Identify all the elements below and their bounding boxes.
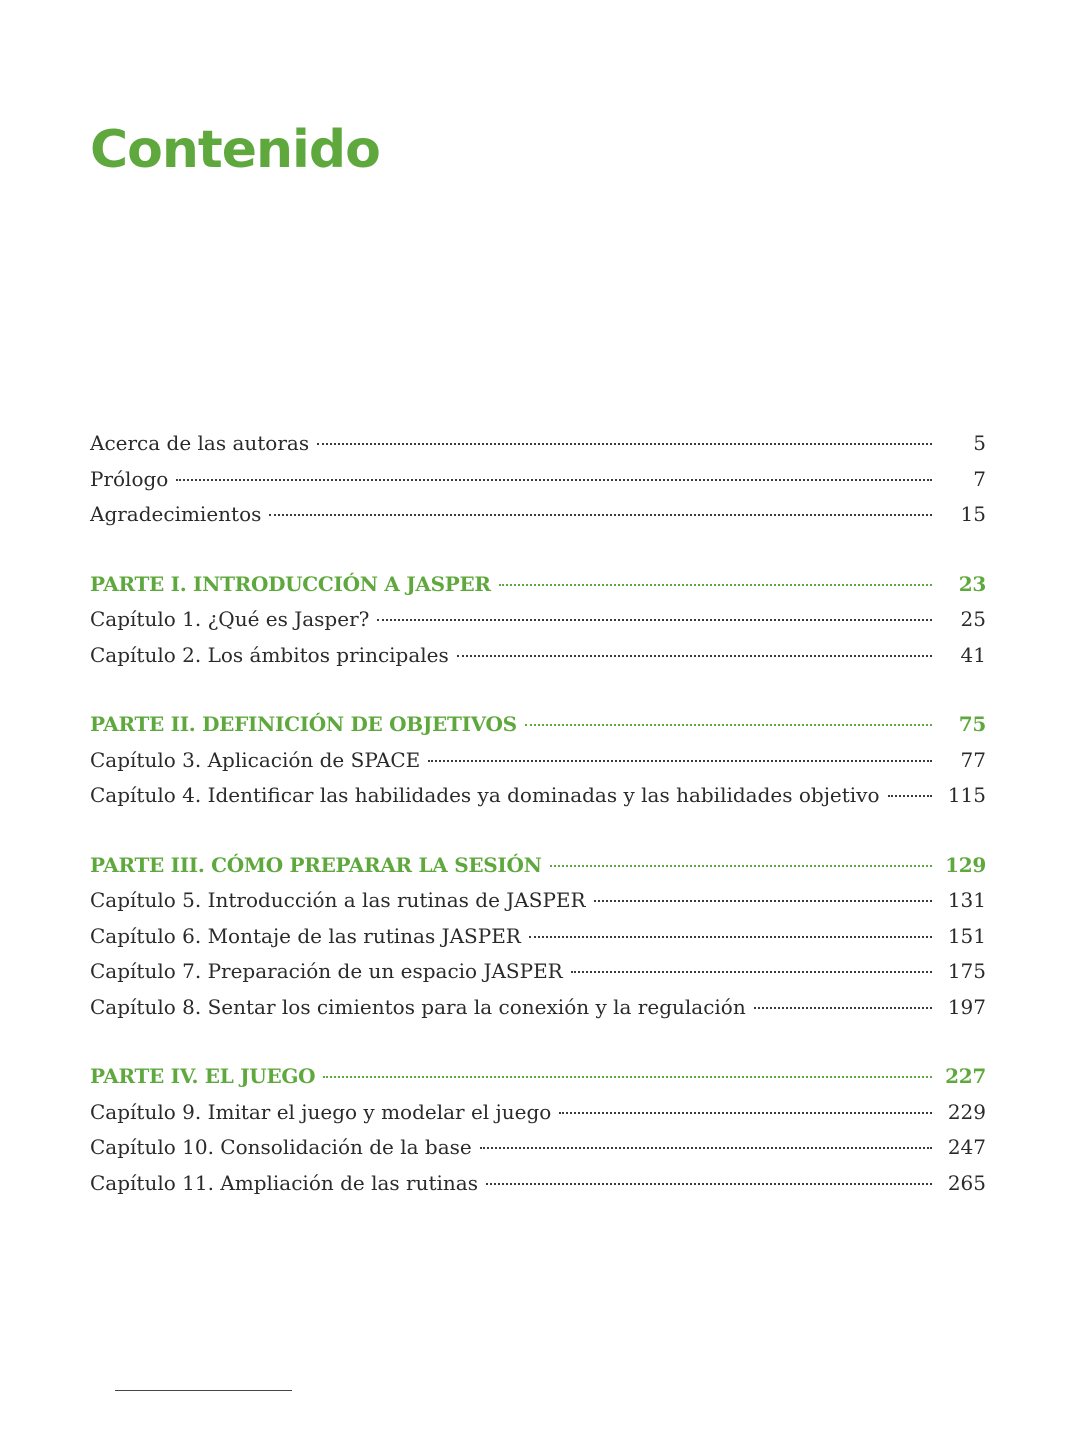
toc-chapter-7[interactable] (90, 954, 986, 990)
toc-page-number: 25 (960, 607, 986, 631)
toc-chapter-8[interactable] (90, 990, 986, 1026)
toc-page-number: 229 (947, 1099, 986, 1124)
toc-entry-label: Capítulo 6. Montaje de las rutinas JASPER (90, 923, 521, 948)
toc-entry-label: Capítulo 9. Imitar el juego y modelar el juego (90, 1099, 552, 1124)
toc-entry-label: Capítulo 8. Sentar los cimientos para la conexión y la regulación (90, 994, 746, 1019)
toc-part-label: PARTE I. INTRODUCCIÓN A JASPER (90, 571, 491, 596)
toc-part-label: PARTE IV. EL JUEGO (90, 1064, 316, 1088)
dot-leader (269, 514, 932, 516)
dot-leader (559, 1112, 932, 1114)
dot-leader (323, 1076, 932, 1078)
dot-leader (499, 584, 932, 586)
toc-entry-acerca-de-las-autoras[interactable] (90, 426, 986, 462)
toc-part-1 (90, 567, 986, 674)
page-title: Contenido (90, 120, 380, 180)
dot-leader (457, 655, 932, 657)
toc-chapter-5[interactable] (90, 883, 986, 919)
toc-chapter-3[interactable] (90, 743, 986, 779)
toc-entry-label: Prólogo (90, 466, 169, 491)
toc-chapter-11[interactable] (90, 1166, 986, 1202)
toc-page-number: 41 (960, 642, 986, 667)
toc-part-label: PARTE II. DEFINICIÓN DE OBJETIVOS (90, 712, 517, 736)
dot-leader (594, 900, 932, 902)
toc-page-number: 75 (958, 712, 986, 736)
toc-page-number: 227 (945, 1064, 986, 1088)
toc-part-heading-3[interactable] (90, 848, 986, 884)
toc-page-number: 175 (947, 959, 986, 983)
toc-chapter-9[interactable] (90, 1095, 986, 1131)
toc-entry-agradecimientos[interactable] (90, 497, 986, 533)
toc-chapter-4[interactable] (90, 778, 986, 814)
toc-part-heading-4[interactable] (90, 1059, 986, 1095)
toc-page-number: 265 (947, 1170, 986, 1195)
toc-entry-label: Capítulo 1. ¿Qué es Jasper? (90, 607, 370, 631)
dot-leader (754, 1007, 932, 1009)
toc-chapter-6[interactable] (90, 919, 986, 955)
toc-entry-prologo[interactable] (90, 462, 986, 498)
toc-page-number: 115 (947, 783, 986, 807)
toc-entry-label: Capítulo 7. Preparación de un espacio JASPER (90, 959, 563, 983)
toc-chapter-1[interactable] (90, 602, 986, 638)
toc-page-number: 197 (947, 994, 986, 1019)
toc-front-matter (90, 426, 986, 533)
toc-part-label: PARTE III. CÓMO PREPARAR LA SESIÓN (90, 852, 542, 877)
toc-entry-label: Capítulo 11. Ampliación de las rutinas (90, 1170, 478, 1195)
dot-leader (486, 1183, 932, 1185)
dot-leader (480, 1147, 932, 1149)
toc-part-heading-2[interactable] (90, 707, 986, 743)
dot-leader (529, 936, 932, 938)
toc-page-number: 23 (958, 571, 986, 596)
toc-entry-label: Capítulo 4. Identificar las habilidades ya dominadas y las habilidades objetivo (90, 783, 880, 807)
toc-part-heading-1[interactable] (90, 567, 986, 603)
toc-page-number: 131 (947, 888, 986, 912)
dot-leader (550, 865, 932, 867)
dot-leader (377, 619, 932, 621)
toc-chapter-2[interactable] (90, 638, 986, 674)
dot-leader (176, 479, 932, 481)
dot-leader (571, 971, 932, 973)
toc-entry-label: Capítulo 5. Introducción a las rutinas de JASPER (90, 888, 586, 912)
toc-entry-label: Capítulo 2. Los ámbitos principales (90, 642, 449, 667)
toc-page-number: 5 (973, 431, 986, 455)
toc-chapter-10[interactable] (90, 1130, 986, 1166)
toc-part-3 (90, 848, 986, 1026)
toc-entry-label: Capítulo 3. Aplicación de SPACE (90, 747, 421, 772)
toc-entry-label: Capítulo 10. Consolidación de la base (90, 1135, 472, 1159)
toc-page-number: 151 (947, 923, 986, 948)
dot-leader (525, 724, 932, 726)
toc-page-number: 15 (960, 502, 986, 526)
toc-entry-label: Agradecimientos (90, 502, 262, 526)
table-of-contents (90, 426, 986, 1201)
toc-page-number: 77 (960, 747, 986, 772)
toc-page-number: 7 (973, 466, 986, 491)
dot-leader (428, 760, 932, 762)
toc-entry-label: Acerca de las autoras (90, 431, 310, 455)
toc-page-number: 129 (945, 852, 986, 877)
footer-divider (115, 1390, 292, 1391)
dot-leader (317, 443, 932, 445)
dot-leader (888, 795, 932, 797)
toc-page-number: 247 (947, 1135, 986, 1159)
toc-part-4 (90, 1059, 986, 1201)
toc-part-2 (90, 707, 986, 814)
